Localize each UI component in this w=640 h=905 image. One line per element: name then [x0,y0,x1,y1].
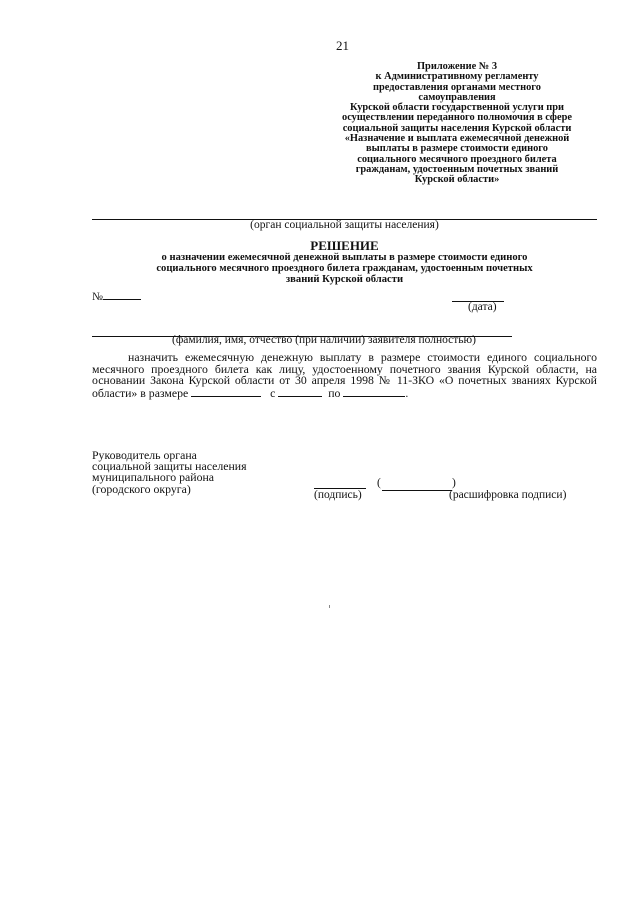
amount-blank [191,387,261,397]
appendix-line: к Административному регламенту [375,71,539,83]
subtitle-line: социального месячного проездного билета гражданам, удостоенным почетных [156,263,533,274]
decision-body [92,352,597,399]
decision-number-field [92,290,141,303]
signer-line: Руководитель органа [92,448,197,462]
appendix-line: социального месячного проездного билета [357,153,557,165]
decode-paren-close: ) [452,477,456,489]
appendix-line: гражданам, удостоенным почетных званий [355,163,559,175]
signer-line: муниципального района [92,470,215,485]
signer-line: (городского округа) [92,481,191,496]
from-date-blank [278,387,322,397]
to-date-blank [343,387,405,397]
decode-paren-open: ( [377,477,381,489]
subtitle-line: о назначении ежемесячной денежной выплаты в размере стоимости единого [161,252,528,263]
from-label: с [270,385,276,400]
subtitle-line: званий Курской области [285,274,404,285]
number-label: № [92,291,103,303]
decision-subtitle [92,252,597,285]
appendix-line: Приложение № 3 [416,61,498,72]
organ-caption: (орган социальной защиты населения) [250,219,439,231]
appendix-line: выплаты в размере стоимости единого [366,143,548,155]
appendix-line: самоуправления [418,91,496,103]
scan-artifact [329,605,330,608]
fio-caption: (фамилия, имя, отчество (при наличии) заявителя полностью) [172,334,476,346]
appendix-line: Курской области государственной услуги при [349,102,565,114]
page-number: 21 [336,38,349,53]
decision-title: РЕШЕНИЕ [310,238,379,253]
appendix-line: «Назначение и выплата ежемесячной денежной [344,133,570,145]
period: . [405,385,409,400]
appendix-line: Курской области» [414,174,500,186]
signer-block [92,450,247,495]
signature-caption: (подпись) [314,489,362,501]
appendix-line: социальной защиты населения Курской области [342,122,572,134]
decode-fill-line [382,490,452,491]
appendix-header [322,62,592,186]
date-caption: (дата) [468,301,497,313]
to-label: по [328,385,341,400]
body-text: назначить ежемесячную денежную выплату в размере стоимости единого социального месячного проездного билета как лицу, удостоенному почетного звания Курской области, на основании Закона Курской области от 30 апреля 1998 № 11-ЗКО «О почетных званиях Курской области» в размере [92,350,597,400]
decode-caption: (расшифровка подписи) [449,489,567,501]
number-blank [103,290,141,300]
appendix-line: осуществлении переданного полномочия в сфере [342,112,572,124]
signer-line: социальной защиты населения [92,459,247,474]
appendix-line: предоставления органами местного [373,81,541,93]
